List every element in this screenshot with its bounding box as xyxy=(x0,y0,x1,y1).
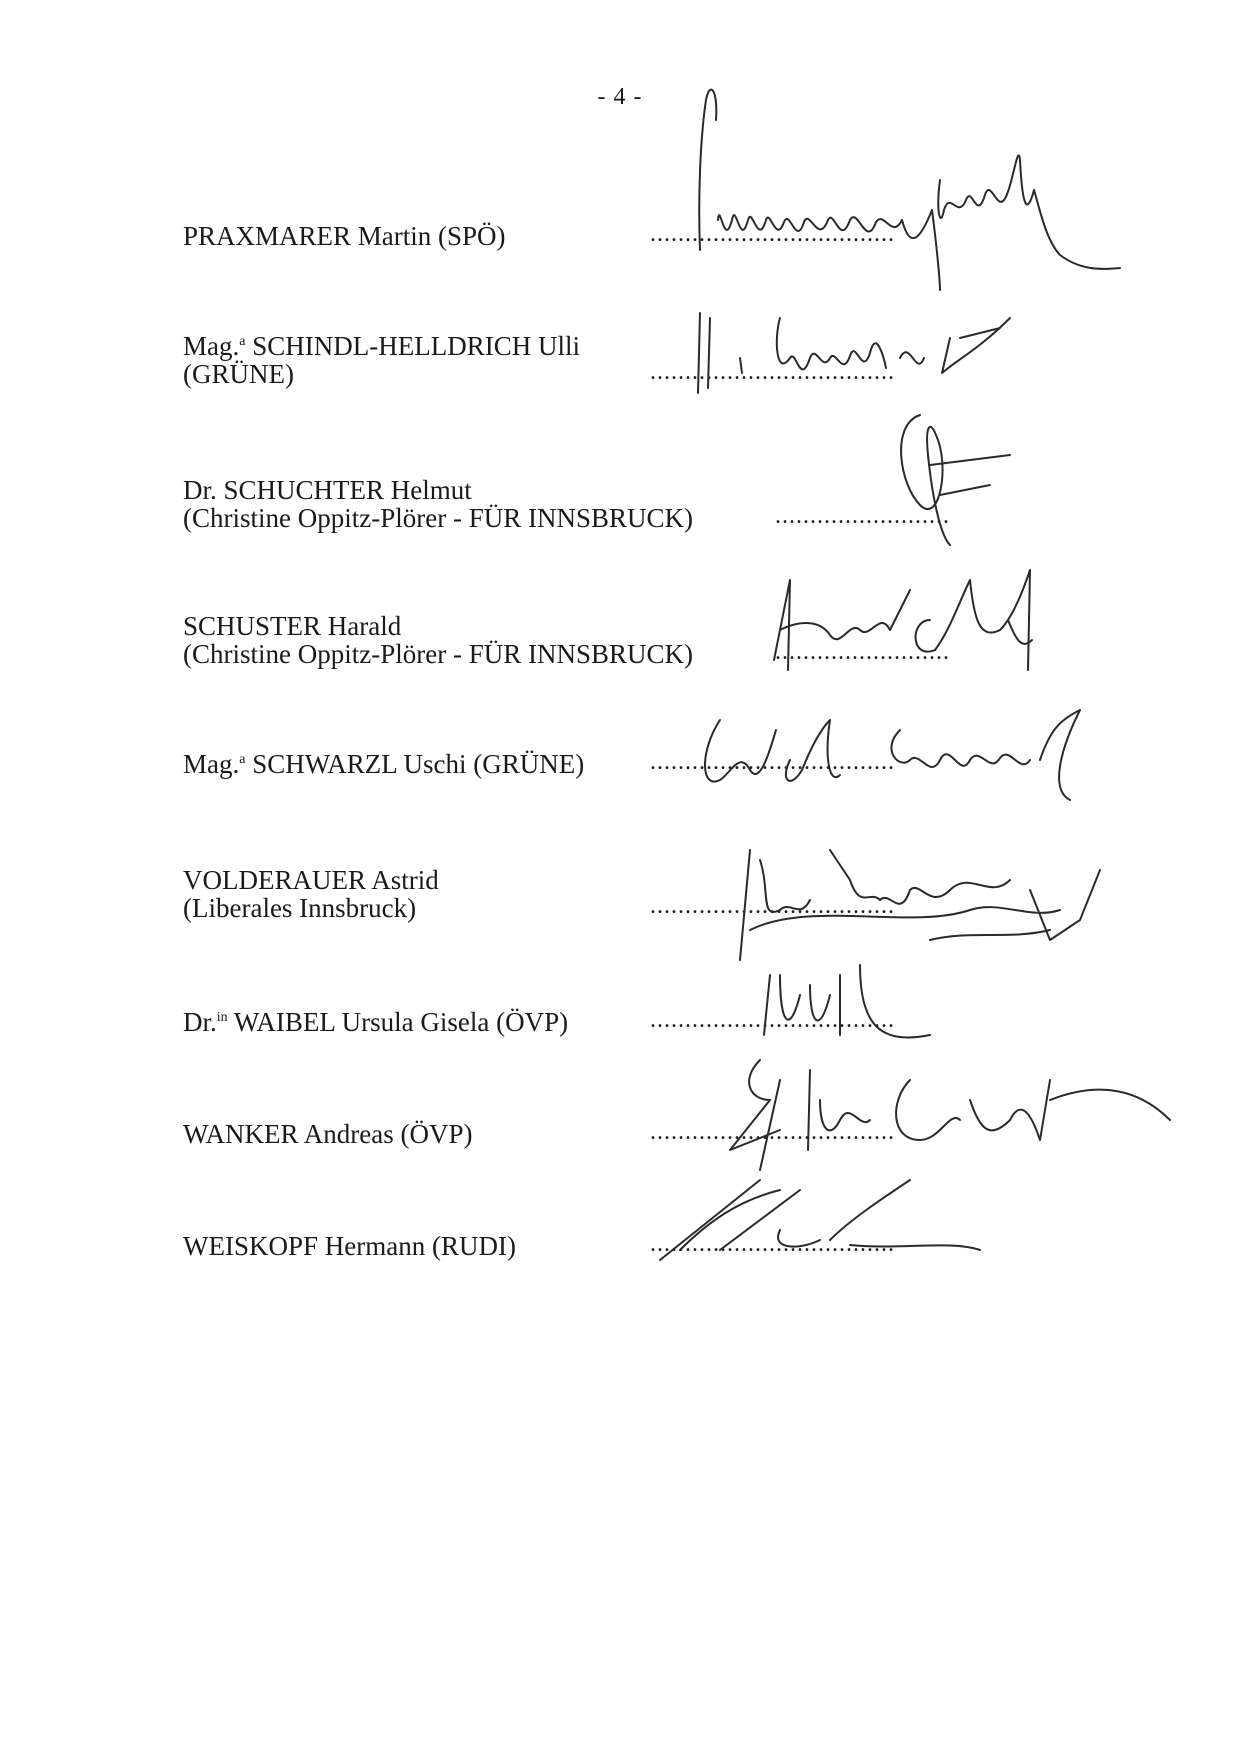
signature-line: ................................... xyxy=(650,221,895,247)
signatory-name: WEISKOPF Hermann (RUDI) xyxy=(183,1231,516,1261)
signature-line: ................................... xyxy=(650,1231,895,1257)
signature-line: ................................... xyxy=(650,359,895,385)
signatory-entry xyxy=(183,852,1083,922)
signatory-entry xyxy=(183,708,1083,778)
signatory-name: Dr.$^{in}$ WAIBEL Ursula Gisela (ÖVP) xyxy=(183,1007,569,1037)
signature-line: ................................... xyxy=(650,1007,895,1033)
signatory-name: Mag.$^a$ SCHWARZL Uschi (GRÜNE) xyxy=(183,749,585,779)
signature-line: ......................... xyxy=(775,503,950,529)
signatory-name: WANKER Andreas (ÖVP) xyxy=(183,1119,473,1149)
signatory-entry xyxy=(183,462,1083,532)
signature-line: ................................... xyxy=(650,749,895,775)
signature-line: ................................... xyxy=(650,1119,895,1145)
signatory-entry xyxy=(183,598,1083,668)
signatory-entry xyxy=(183,1078,1083,1148)
signatory-entry xyxy=(183,1190,1083,1260)
signatory-entry xyxy=(183,318,1083,388)
signatory-name: Mag.$^a$ SCHINDL-HELLDRICH Ulli (GRÜNE) xyxy=(183,331,580,389)
page-number: - 4 - xyxy=(597,84,643,110)
signatory-name: SCHUSTER Harald (Christine Oppitz-Plörer - FÜR INNSBRUCK) xyxy=(183,611,693,669)
signatory-entry xyxy=(183,966,1083,1036)
signatory-name: PRAXMARER Martin (SPÖ) xyxy=(183,221,506,251)
signatory-name: VOLDERAUER Astrid (Liberales Innsbruck) xyxy=(183,865,439,923)
signature-line: ................................... xyxy=(650,893,895,919)
signatory-entry xyxy=(183,180,1083,250)
signatory-name: Dr. SCHUCHTER Helmut (Christine Oppitz-Plörer - FÜR INNSBRUCK) xyxy=(183,475,693,533)
signature-line: ......................... xyxy=(775,639,950,665)
